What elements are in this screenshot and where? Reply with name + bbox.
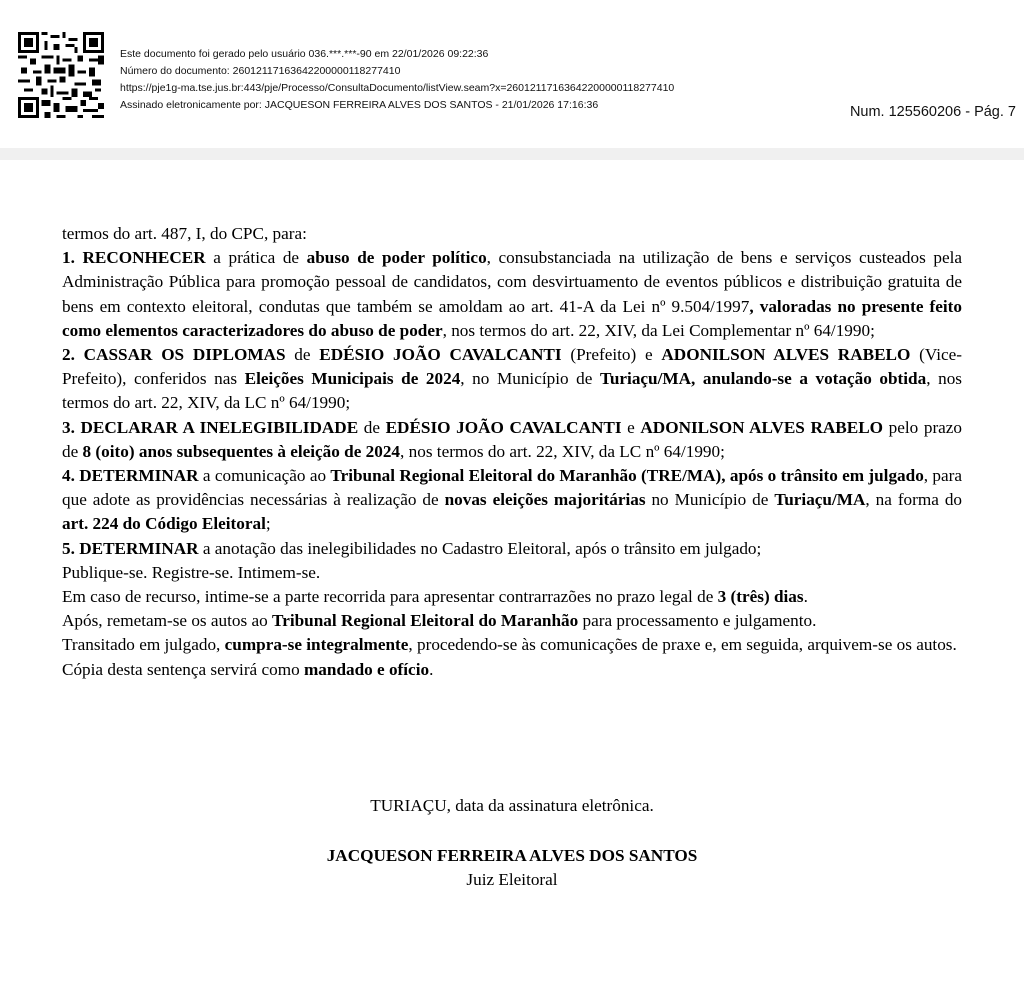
bold-span: abuso de poder político xyxy=(306,248,487,268)
text-span: , nos termos do art. 22, XIV, da LC nº 64/1990; xyxy=(62,369,962,413)
qr-code-icon xyxy=(18,32,104,118)
item-verb: CASSAR OS DIPLOMAS xyxy=(83,345,286,365)
bold-span: , anulando-se a votação obtida xyxy=(691,369,927,389)
bold-span: art. 224 do Código Eleitoral xyxy=(62,514,266,534)
copy-paragraph xyxy=(62,658,962,682)
text-span: , procedendo-se às comunicações de praxe e, em seguida, arquivem-se os autos. xyxy=(408,635,957,655)
text-span: Após, remetam-se os autos ao xyxy=(62,611,273,631)
text-span: de xyxy=(285,345,320,365)
bold-span: cumpra-se integralmente xyxy=(224,635,409,655)
judge-role: Juiz Eleitoral xyxy=(466,870,558,889)
text-span: (Vice-Prefeito), conferidos nas xyxy=(62,345,962,389)
sentence-body xyxy=(62,222,962,682)
item-verb: DECLARAR A INELEGIBILIDADE xyxy=(80,417,359,437)
judge-name: JACQUESON FERREIRA ALVES DOS SANTOS xyxy=(326,846,698,865)
text-span: Transitado em julgado, xyxy=(62,635,225,655)
bold-span: ADONILSON ALVES RABELO xyxy=(640,417,884,437)
item-2-paragraph xyxy=(62,343,962,416)
text-span: (Prefeito) e xyxy=(561,345,662,365)
document-header xyxy=(0,0,1024,148)
page-number: Num. 125560206 - Pág. 7 xyxy=(849,104,1016,120)
text-span: de xyxy=(358,417,386,437)
item-number: 1. xyxy=(62,248,75,268)
item-number: 2. xyxy=(62,345,75,365)
bold-span: EDÉSIO JOÃO CAVALCANTI xyxy=(385,417,622,437)
text-span: , na forma do xyxy=(865,490,963,510)
item-verb: DETERMINAR xyxy=(79,538,199,558)
item-number: 3. xyxy=(62,417,75,437)
text-span: pelo prazo de xyxy=(62,417,963,461)
item-1-paragraph xyxy=(62,246,962,343)
text-span: ; xyxy=(265,514,271,534)
document-number-line: Número do documento: 26012117163642200000118277410 xyxy=(120,65,401,77)
text-span: , consubstanciada na utilização de bens e serviços custeados pela Administração Pública para promoção pessoal de candidatos, com desvirtuamento de eventos públicos e distribuição gratuita de bens em contexto eleitoral, condutas que também se amoldam ao art. 41-A da Lei nº 9.504/1997 xyxy=(62,248,963,316)
res-judicata-paragraph xyxy=(62,633,962,657)
text-span: , para que adote as providências necessárias à realização de xyxy=(62,466,962,510)
signed-by-line: Assinado eletronicamente por: JACQUESON FERREIRA ALVES DOS SANTOS - 21/01/2026 17:16:36 xyxy=(120,99,599,111)
bold-span: Turiaçu/MA xyxy=(599,369,692,389)
remittance-paragraph xyxy=(62,609,962,633)
publication-paragraph: Publique-se. Registre-se. Intimem-se. xyxy=(62,562,321,582)
item-5-paragraph xyxy=(62,537,962,561)
bold-span: , valoradas no presente feito como elementos caracterizadores do abuso de poder xyxy=(62,296,963,340)
text-span: . xyxy=(803,587,808,607)
bold-span: 3 (três) dias xyxy=(717,587,804,607)
item-number: 4. xyxy=(62,466,75,486)
text-span: , nos termos do art. 22, XIV, da LC nº 64/1990; xyxy=(400,441,725,461)
bold-span: mandado e ofício xyxy=(303,659,430,679)
item-verb: RECONHECER xyxy=(82,248,206,268)
text-span: , nos termos do art. 22, XIV, da Lei Complementar nº 64/1990; xyxy=(442,320,875,340)
text-span: no Município de xyxy=(645,490,775,510)
text-span: Cópia desta sentença servirá como xyxy=(62,659,304,679)
text-span: Em caso de recurso, intime-se a parte recorrida para apresentar contrarrazões no prazo legal de xyxy=(62,587,718,607)
place-date: TURIAÇU, data da assinatura eletrônica. xyxy=(370,796,654,815)
page-divider xyxy=(0,148,1024,160)
bold-span: Tribunal Regional Eleitoral do Maranhão (TRE/MA) xyxy=(330,466,722,486)
text-span: a comunicação ao xyxy=(198,466,331,486)
text-span: para processamento e julgamento. xyxy=(578,611,817,631)
text-span: e xyxy=(621,417,641,437)
bold-span: Turiaçu/MA xyxy=(774,490,866,510)
text-span: , no Município de xyxy=(460,369,600,389)
bold-span: novas eleições majoritárias xyxy=(444,490,646,510)
item-number: 5. xyxy=(62,538,75,558)
bold-span: 8 (oito) anos subsequentes à eleição de 2024 xyxy=(82,441,401,461)
appeal-paragraph xyxy=(62,585,962,609)
text-span: . xyxy=(429,659,434,679)
generated-by-line: Este documento foi gerado pelo usuário 036.***.***-90 em 22/01/2026 09:22:36 xyxy=(120,48,489,60)
document-metadata xyxy=(120,46,674,114)
item-verb: DETERMINAR xyxy=(79,466,199,486)
document-url-link[interactable]: https://pje1g-ma.tse.jus.br:443/pje/Processo/ConsultaDocumento/listView.seam?x=26012117163642200000118277410 xyxy=(120,82,675,94)
intro-paragraph: termos do art. 487, I, do CPC, para: xyxy=(62,224,307,243)
bold-span: Eleições Municipais de 2024 xyxy=(244,369,461,389)
text-span: a anotação das inelegibilidades no Cadastro Eleitoral, após o trânsito em julgado; xyxy=(198,538,762,558)
bold-span: EDÉSIO JOÃO CAVALCANTI xyxy=(319,345,562,365)
bold-span: ADONILSON ALVES RABELO xyxy=(661,345,911,365)
item-4-paragraph xyxy=(62,464,962,537)
bold-span: , após o trânsito em julgado xyxy=(721,466,924,486)
text-span: a prática de xyxy=(205,248,307,268)
bold-span: Tribunal Regional Eleitoral do Maranhão xyxy=(272,611,579,631)
item-3-paragraph xyxy=(62,416,962,464)
